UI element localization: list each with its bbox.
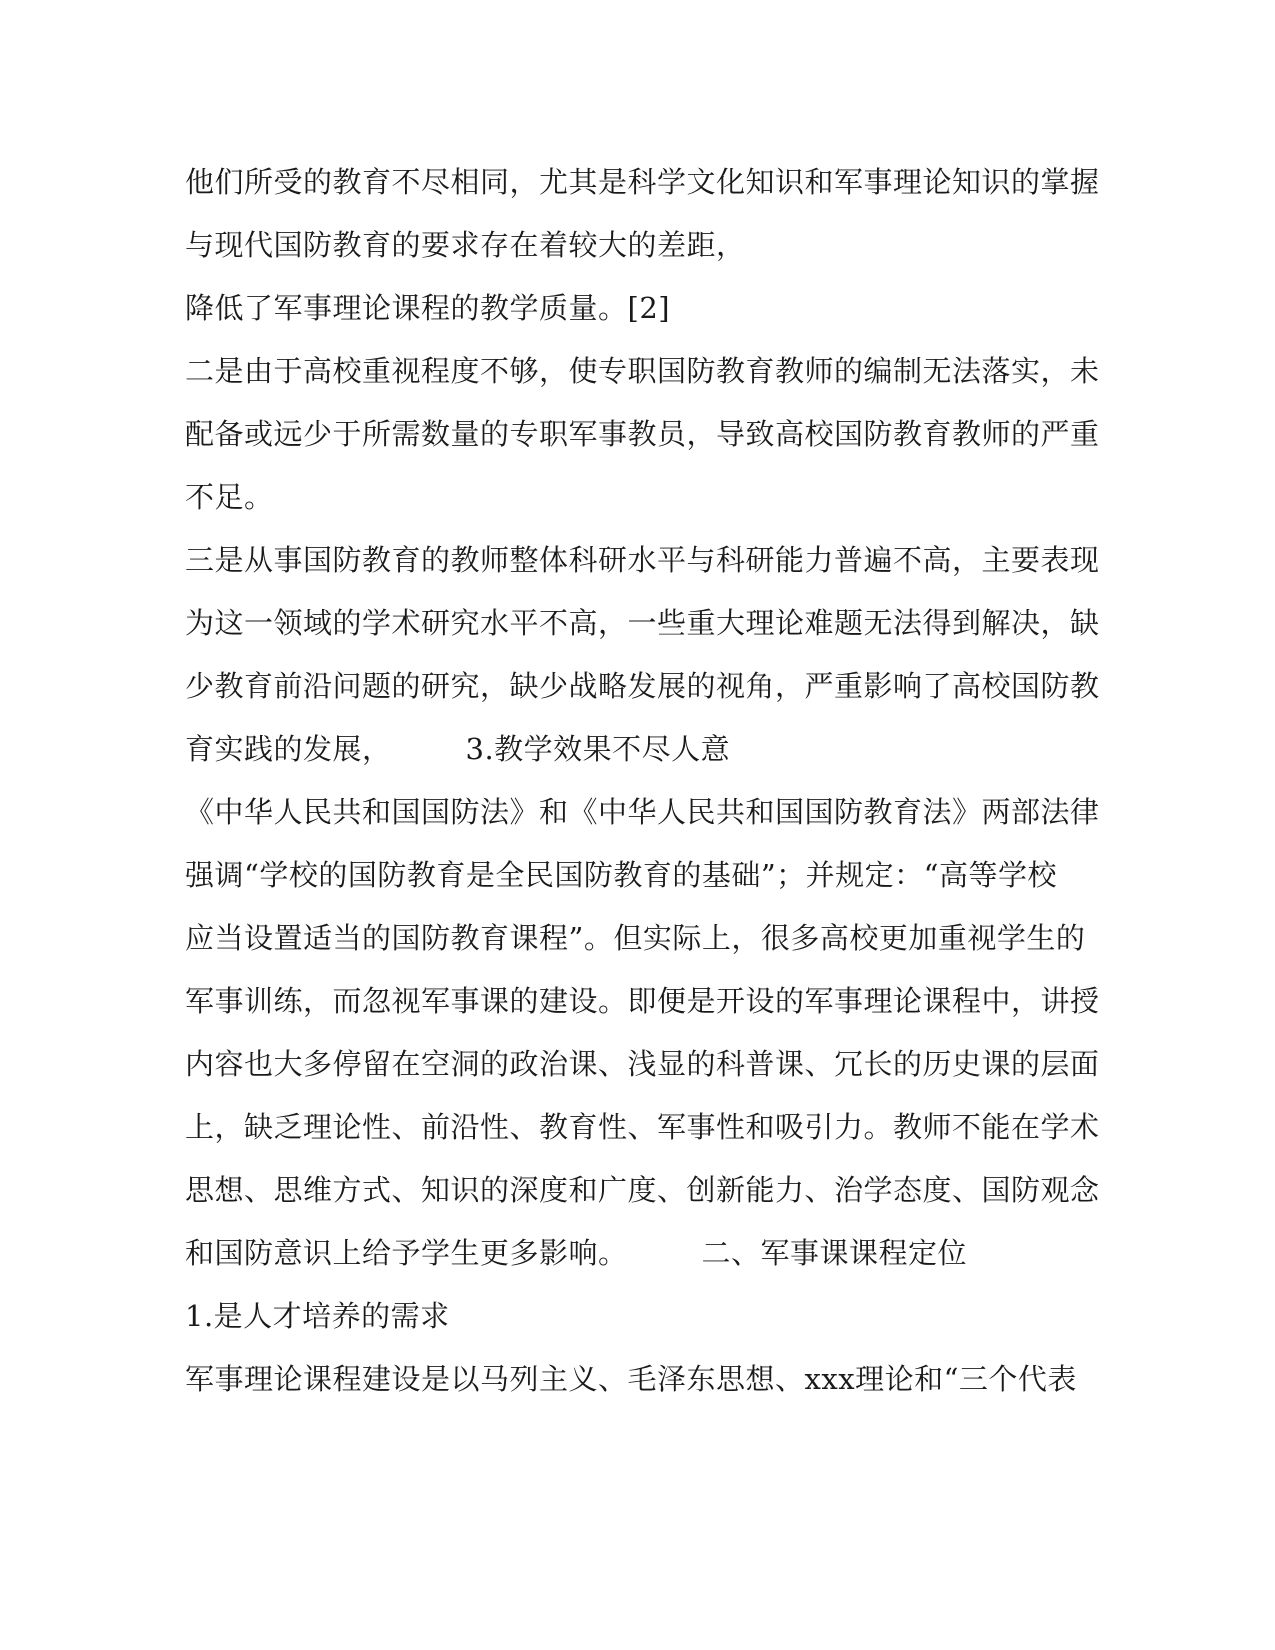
text-line: 思想、思维方式、知识的深度和广度、创新能力、治学态度、国防观念 [185,1173,1100,1207]
text-line: 降低了军事理论课程的教学质量。[2] [185,291,671,325]
text-line: 不足。 [185,480,274,514]
text-line: 为这一领域的学术研究水平不高，一些重大理论难题无法得到解决，缺 [185,606,1100,640]
text-line: 上，缺乏理论性、前沿性、教育性、军事性和吸引力。教师不能在学术 [185,1110,1100,1144]
section-heading: 二、军事课课程定位 [701,1236,968,1270]
text-line: 他们所受的教育不尽相同，尤其是科学文化知识和军事理论知识的掌握 [185,165,1100,199]
section-heading: 3.教学效果不尽人意 [465,732,731,766]
text-fragment: 和国防意识上给予学生更多影响。 [185,1236,628,1270]
text-line: 强调“学校的国防教育是全民国防教育的基础”；并规定：“高等学校 [185,858,1057,892]
text-line: 少教育前沿问题的研究，缺少战略发展的视角，严重影响了高校国防教 [185,669,1100,703]
text-line: 二是由于高校重视程度不够，使专职国防教育教师的编制无法落实，未 [185,354,1100,388]
text-line: 军事训练，而忽视军事课的建设。即便是开设的军事理论课程中，讲授 [185,984,1100,1018]
text-line-with-heading [185,1231,1090,1275]
text-line: 军事理论课程建设是以马列主义、毛泽东思想、xxx理论和“三个代表 [185,1362,1077,1396]
text-line: 内容也大多停留在空洞的政治课、浅显的科普课、冗长的历史课的层面 [185,1047,1100,1081]
text-line-with-heading [185,727,1090,771]
text-line: 配备或远少于所需数量的专职军事教员，导致高校国防教育教师的严重 [185,417,1100,451]
text-line: 《中华人民共和国国防法》和《中华人民共和国国防教育法》两部法律 [185,795,1100,829]
subsection-heading: 1.是人才培养的需求 [185,1299,450,1333]
text-line: 与现代国防教育的要求存在着较大的差距， [185,228,746,262]
text-fragment: 育实践的发展， [185,732,392,766]
text-line: 应当设置适当的国防教育课程”。但实际上，很多高校更加重视学生的 [185,921,1086,955]
text-line: 三是从事国防教育的教师整体科研水平与科研能力普遍不高，主要表现 [185,543,1100,577]
